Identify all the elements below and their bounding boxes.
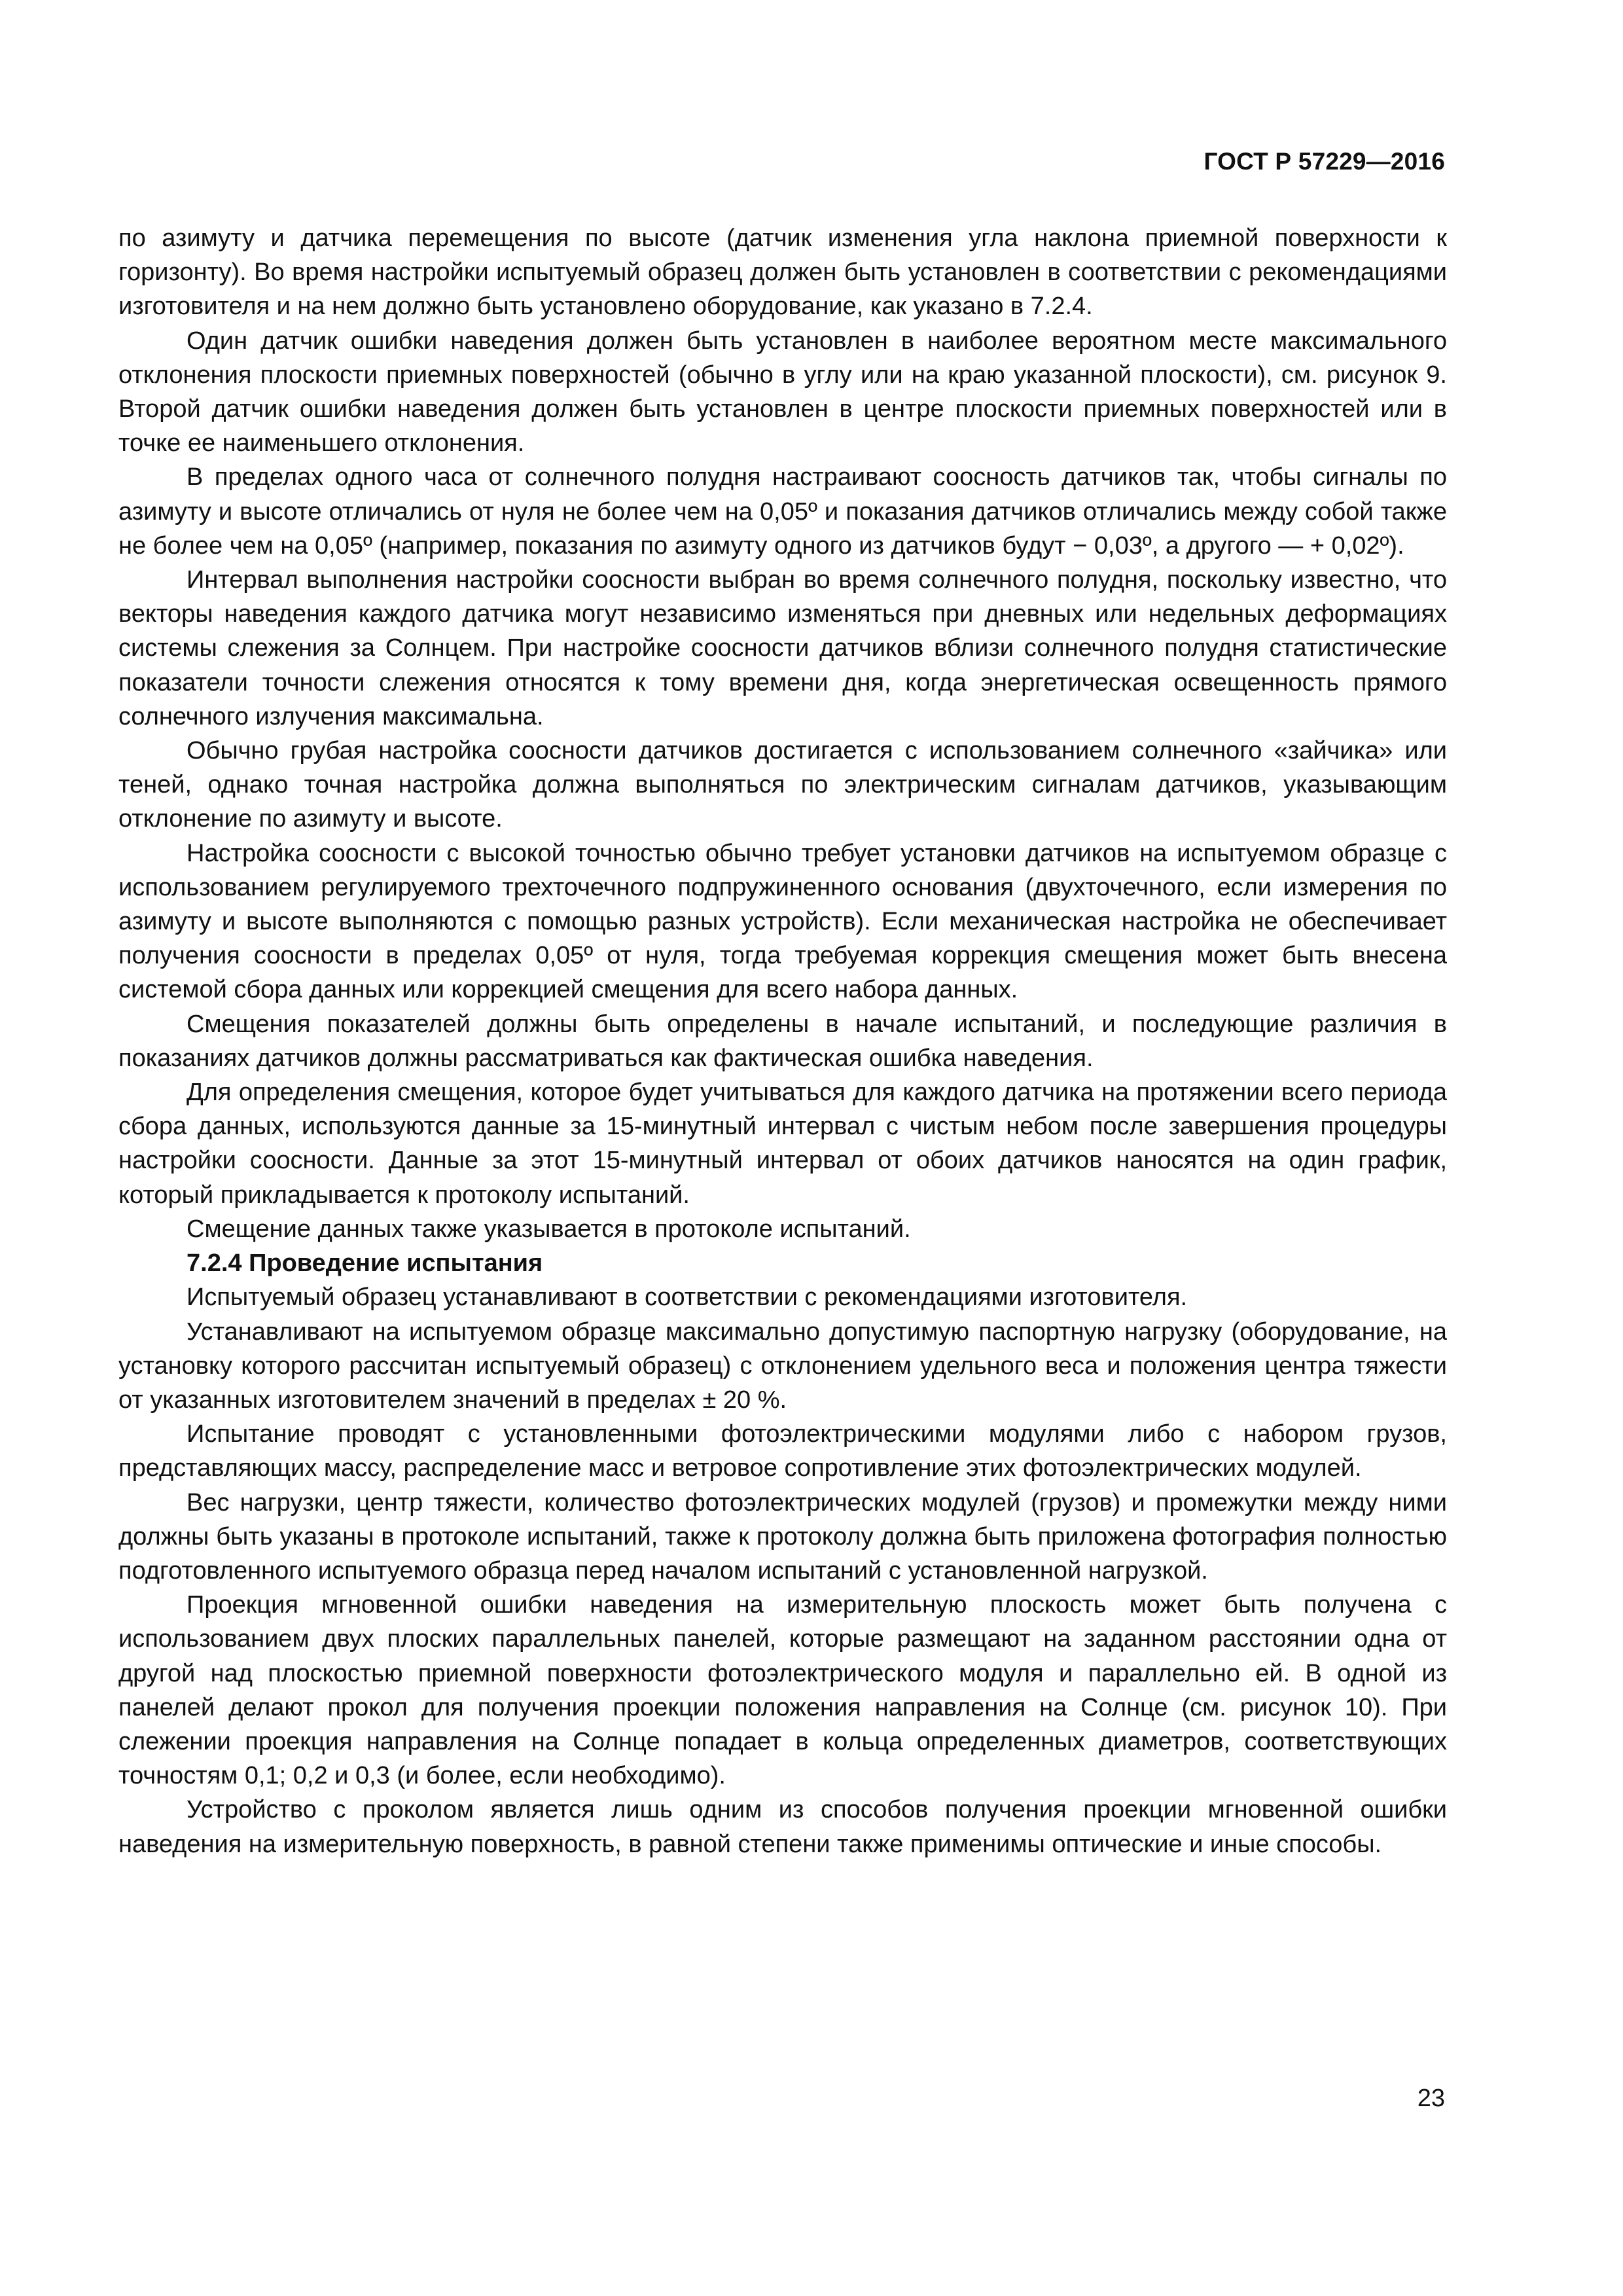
paragraph: Настройка соосности с высокой точностью обычно требует установки датчиков на испытуемом образце с использованием регулируемого трехточечного подпружиненного основания (двухточечного, если измерения по азимуту и высоте выполняются с помощью разных устройств). Если механическая настройка не обеспечивает получения соосности в пределах 0,05º от нуля, тогда требуемая коррекция смещения может быть внесена системой сбора данных или коррекцией смещения для всего набора данных.: [118, 839, 1447, 1004]
paragraph: Интервал выполнения настройки соосности выбран во время солнечного полудня, поскольку известно, что векторы наведения каждого датчика могут независимо изменяться при дневных или недельных деформациях системы слежения за Солнцем. При настройке соосности датчиков вблизи солнечного полудня статистические показатели точности слежения относятся к тому времени дня, когда энергетическая освещенность прямого солнечного излучения максимальна.: [118, 566, 1447, 730]
paragraph: Обычно грубая настройка соосности датчиков достигается с использованием солнечного «зайчика» или теней, однако точная настройка должна выполняться по электрическим сигналам датчиков, указывающим отклонение по азимуту и высоте.: [118, 737, 1447, 833]
paragraph: Смещение данных также указывается в протоколе испытаний.: [187, 1215, 911, 1243]
paragraph: Один датчик ошибки наведения должен быть установлен в наиболее вероятном месте максимального отклонения плоскости приемных поверхностей (обычно в углу или на краю указанной плоскости), см. рисунок 9. Второй датчик ошибки наведения должен быть установлен в центре плоскости приемных поверхностей или в точке ее наименьшего отклонения.: [118, 327, 1447, 457]
paragraph-continuation: по азимуту и датчика перемещения по высоте (датчик изменения угла наклона приемной поверхности к горизонту). Во время настройки испытуемый образец должен быть установлен в соответствии с рекомендациями изготовителя и на нем должно быть установлено оборудование, как указано в 7.2.4.: [118, 224, 1447, 321]
paragraph: Вес нагрузки, центр тяжести, количество фотоэлектрических модулей (грузов) и промежутки между ними должны быть указаны в протоколе испытаний, также к протоколу должна быть приложена фотография полностью подготовленного испытуемого образца перед началом испытаний с установленной нагрузкой.: [118, 1488, 1447, 1585]
paragraph: В пределах одного часа от солнечного полудня настраивают соосность датчиков так, чтобы сигналы по азимуту и высоте отличались от нуля не более чем на 0,05º и показания датчиков отличались между собой также не более чем на 0,05º (например, показания по азимуту одного из датчиков будут − 0,03º, а другого — + 0,02º).: [118, 463, 1447, 560]
paragraph: Испытуемый образец устанавливают в соответствии с рекомендациями изготовителя.: [187, 1283, 1188, 1312]
page-number: 23: [1417, 2085, 1445, 2112]
paragraph: Для определения смещения, которое будет учитываться для каждого датчика на протяжении всего периода сбора данных, используются данные за 15-минутный интервал с чистым небом после завершения процедуры настройки соосности. Данные за этот 15-минутный интервал от обоих датчиков наносятся на один график, который прикладывается к протоколу испытаний.: [118, 1079, 1447, 1209]
document-body: [118, 221, 1447, 1861]
paragraph: Устанавливают на испытуемом образце максимально допустимую паспортную нагрузку (оборудование, на установку которого рассчитан испытуемый образец) с отклонением удельного веса и положения центра тяжести от указанных изготовителем значений в пределах ± 20 %.: [118, 1318, 1447, 1414]
section-heading: 7.2.4 Проведение испытания: [187, 1249, 543, 1278]
standard-code-header: ГОСТ Р 57229—2016: [1204, 148, 1445, 175]
paragraph: Проекция мгновенной ошибки наведения на измерительную плоскость может быть получена с использованием двух плоских параллельных панелей, которые размещают на заданном расстоянии одна от другой над плоскостью приемной поверхности фотоэлектрического модуля и параллельно ей. В одной из панелей делают прокол для получения проекции положения направления на Солнце (см. рисунок 10). При слежении проекция направления на Солнце попадает в кольца определенных диаметров, соответствующих точностям 0,1; 0,2 и 0,3 (и более, если необходимо).: [118, 1591, 1447, 1790]
paragraph: Испытание проводят с установленными фотоэлектрическими модулями либо с набором грузов, представляющих массу, распределение масс и ветровое сопротивление этих фотоэлектрических модулей.: [118, 1420, 1447, 1482]
paragraph: Устройство с проколом является лишь одним из способов получения проекции мгновенной ошибки наведения на измерительную поверхность, в равной степени также применимы оптические и иные способы.: [118, 1796, 1447, 1858]
paragraph: Смещения показателей должны быть определены в начале испытаний, и последующие различия в показаниях датчиков должны рассматриваться как фактическая ошибка наведения.: [118, 1010, 1447, 1072]
